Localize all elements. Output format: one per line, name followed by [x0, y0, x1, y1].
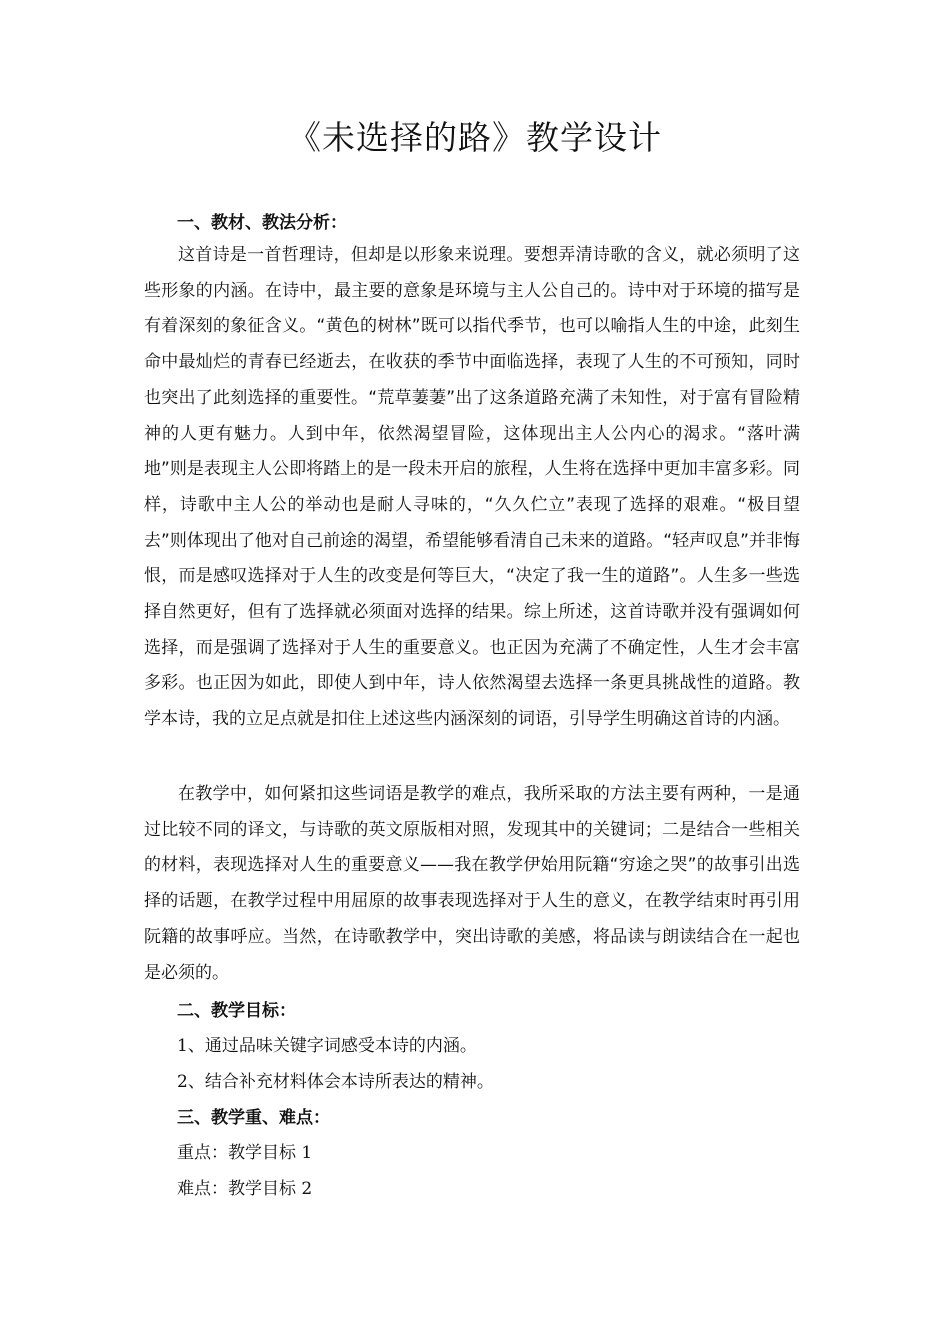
section-heading-objectives: 二、教学目标：: [177, 1001, 296, 1021]
analysis-paragraph-2: 在教学中，如何紧扣这些词语是教学的难点，我所采取的方法主要有两种，一是通过比较不同的译文，与诗歌的英文原版相对照，发现其中的关键词；二是结合一些相关的材料，表现选择对人生的重要意义——我在教学伊始用阮籍“穷途之哭”的故事引出选择的话题，在教学过程中用屈原的故事表现选择对于人生的意义，在教学结束时再引用阮籍的故事呼应。当然，在诗歌教学中，突出诗歌的美感，将品读与朗读结合在一起也是必须的。: [144, 784, 800, 983]
key-point-item: 重点：教学目标 1: [177, 1143, 313, 1163]
objective-item-2: 2、结合补充材料体会本诗所表达的精神。: [177, 1072, 494, 1092]
document-title: 《未选择的路》教学设计: [288, 118, 662, 157]
section-heading-key-points: 三、教学重、难点：: [177, 1108, 330, 1128]
analysis-paragraph-1: 这首诗是一首哲理诗，但却是以形象来说理。要想弄清诗歌的含义，就必须明了这些形象的内涵。在诗中，最主要的意象是环境与主人公自己的。诗中对于环境的描写是有着深刻的象征含义。“黄色的树林”既可以指代季节，也可以喻指人生的中途，此刻生命中最灿烂的青春已经逝去，在收获的季节中面临选择，表现了人生的不可预知，同时也突出了此刻选择的重要性。“荒草萋萋”出了这条道路充满了未知性，对于富有冒险精神的人更有魅力。人到中年，依然渴望冒险，这体现出主人公内心的渴求。“落叶满地”则是表现主人公即将踏上的是一段未开启的旅程，人生将在选择中更加丰富多彩。同样，诗歌中主人公的举动也是耐人寻味的，“久久伫立”表现了选择的艰难。“极目望去”则体现出了他对自己前途的渴望，希望能够看清自己未来的道路。“轻声叹息”并非悔恨，而是感叹选择对于人生的改变是何等巨大，“决定了我一生的道路”。人生多一些选择自然更好，但有了选择就必须面对选择的结果。综上所述，这首诗歌并没有强调如何选择，而是强调了选择对于人生的重要意义。也正因为充满了不确定性，人生才会丰富多彩。也正因为如此，即使人到中年，诗人依然渴望去选择一条更具挑战性的道路。教学本诗，我的立足点就是扣住上述这些内涵深刻的词语，引导学生明确这首诗的内涵。: [144, 245, 800, 730]
difficult-point-item: 难点：教学目标 2: [177, 1179, 313, 1199]
section-heading-analysis: 一、教材、教法分析：: [177, 213, 347, 233]
objective-item-1: 1、通过品味关键字词感受本诗的内涵。: [177, 1036, 477, 1056]
